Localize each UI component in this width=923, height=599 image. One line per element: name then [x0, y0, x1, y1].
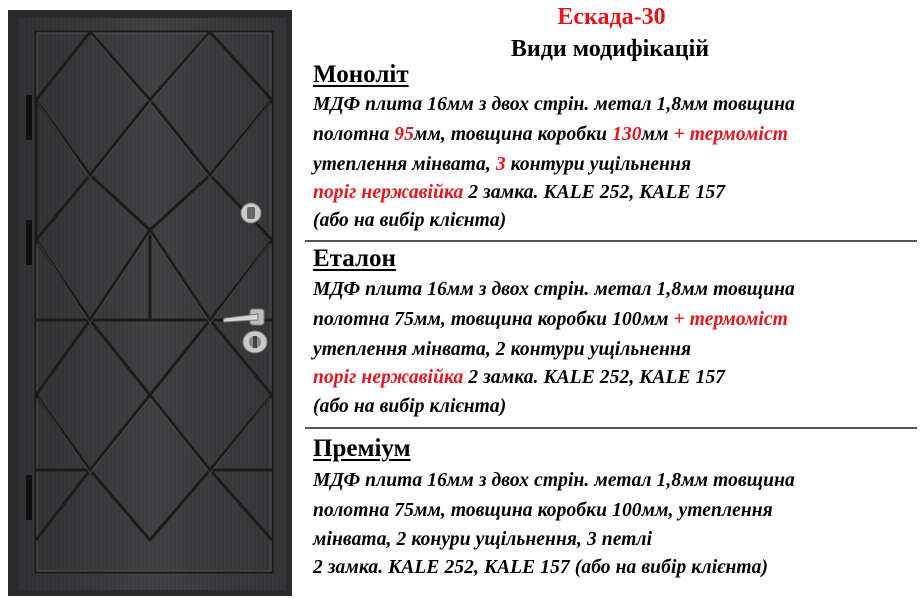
section-line: МДФ плита 16мм з двох стрін. метал 1,8мм товщина [313, 279, 795, 300]
section-line: мінвата, 2 конури ущільнення, 3 петлі [313, 529, 653, 550]
section-line: (або на вибір клієнта) [313, 396, 507, 417]
text-column [300, 0, 923, 599]
section-heading-monolit: Моноліт [313, 61, 409, 88]
hinge-middle [26, 220, 32, 265]
section-line: полотна 75мм, товщина коробки 100мм, утеплення [313, 500, 773, 521]
section-line: МДФ плита 16мм з двох стрін. метал 1,8мм товщина [313, 94, 795, 115]
hinge-bottom [26, 475, 32, 520]
section-line: (або на вибір клієнта) [313, 210, 507, 231]
section-line: поріг нержавійка 2 замка. KALE 252, KALE 157 [313, 367, 726, 388]
section-line: утеплення мінвата, 3 контури ущільнення [313, 154, 692, 175]
section-line: МДФ плита 16мм з двох стрін. метал 1,8мм товщина [313, 470, 795, 491]
section-heading-etalon: Еталон [313, 245, 396, 272]
divider [305, 240, 917, 242]
section-line: полотна 95мм, товщина коробки 130мм + термоміст [313, 124, 788, 145]
section-line: 2 замка. KALE 252, KALE 157 (або на вибір клієнта) [313, 557, 769, 578]
section-line: утеплення мінвата, 2 контури ущільнення [313, 339, 692, 360]
hinge-top [26, 95, 32, 140]
lower-lock-icon [243, 331, 267, 353]
section-line: поріг нержавійка 2 замка. KALE 252, KALE 157 [313, 182, 726, 203]
section-heading-premium: Преміум [313, 435, 411, 462]
door-image [0, 0, 300, 599]
lock-cylinder-icon [241, 203, 261, 223]
page-subtitle: Види модифікацій [510, 36, 710, 62]
page-title: Ескада-30 [557, 4, 666, 30]
divider [305, 427, 917, 429]
section-line: полотна 75мм, товщина коробки 100мм + термоміст [313, 309, 788, 330]
